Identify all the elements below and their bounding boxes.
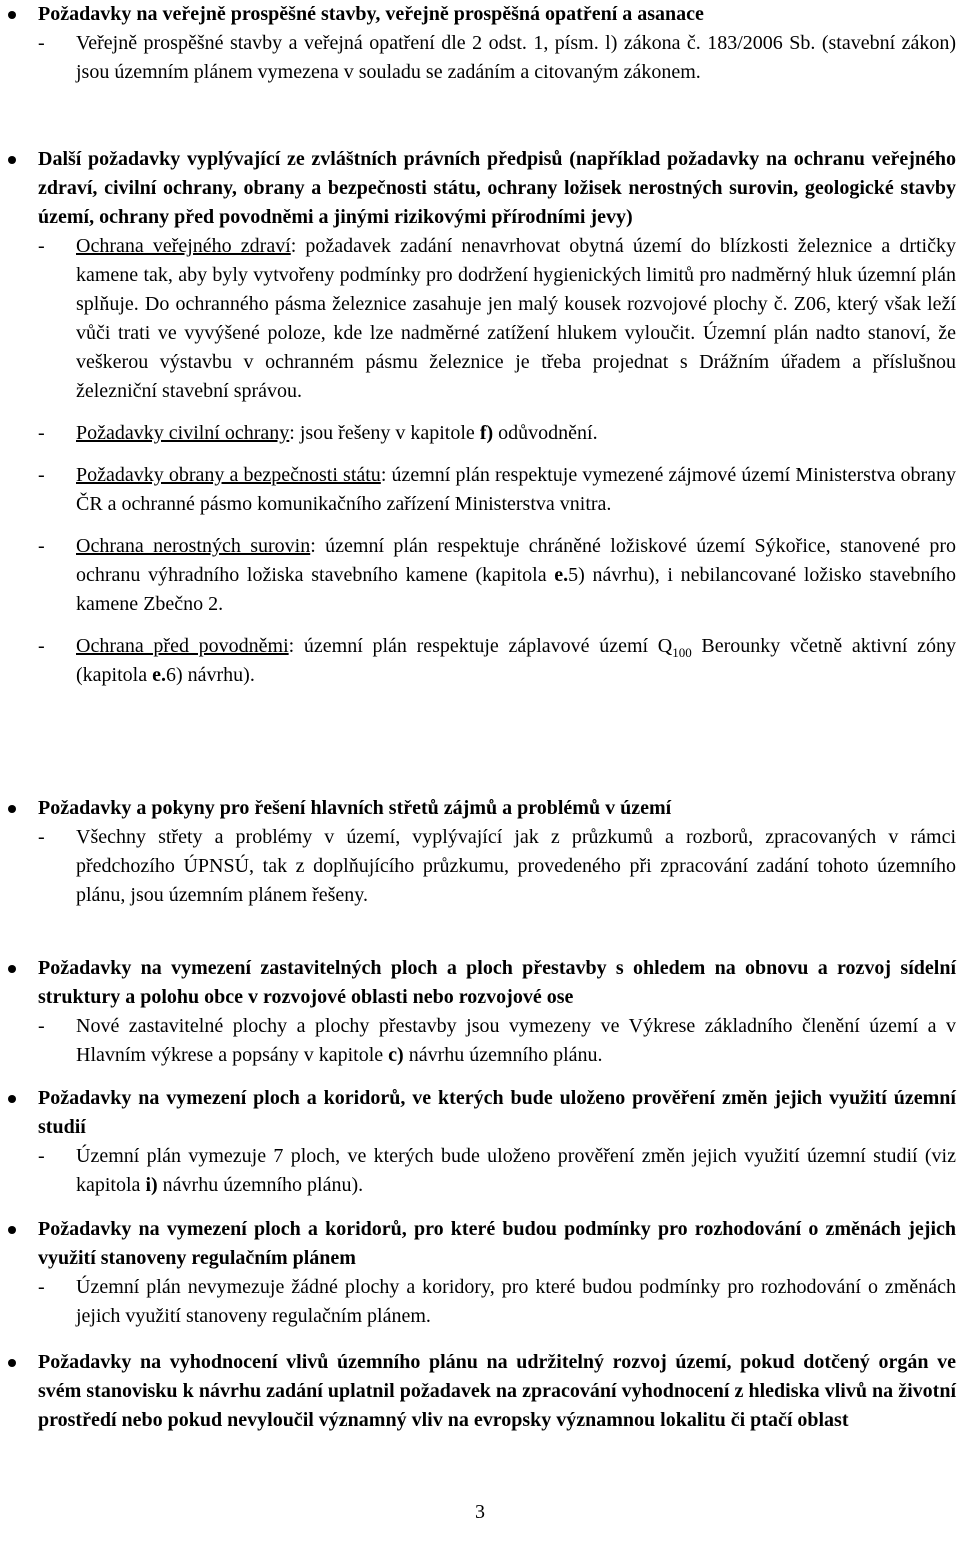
section-heading: Požadavky na vymezení ploch a koridorů, ve kterých bude uloženo prověření změn jejich využití územní studií: [38, 1087, 956, 1138]
bullet-icon: [8, 805, 16, 813]
item-text: Berounky včetně aktivní zóny (kapitola: [76, 635, 956, 686]
item-bold: f): [479, 422, 494, 444]
dash-marker: -: [38, 464, 45, 486]
item-subscript: 100: [672, 645, 692, 660]
list-item-defense: [38, 461, 956, 519]
item-label: Ochrana veřejného zdraví: [76, 235, 291, 257]
item-text: : požadavek zadání nenavrhovat obytná území do blízkosti železnice a drtičky kamene tak, aby byly vytvořeny podmínky pro dodržení hygienických limitů pro nadměrný hluk územní plán splňuje. Do ochranného pásma železnice zasahuje jen malý kousek rozvojové plochy č. Z06, který však leží vůči trati ve vyvýšené poloze, kde lze nadměrné zatížení hlukem vyloučit. Územní plán nadto stanoví, že veškerou výstavbu v ochranném pásmu železnice je třeba projednat s Drážním úřadem a příslušnou železniční stavební správou.: [76, 235, 956, 402]
section-heading: Další požadavky vyplývající ze zvláštních právních předpisů (například požadavky na ochranu veřejného zdraví, civilní ochrany, obrany a bezpečnosti státu, ochrany ložisek nerostných surovin, geologické stavby území, ochrany před povodněmi a jinými rizikovými přírodními jevy): [38, 148, 956, 228]
section-heading: Požadavky na veřejně prospěšné stavby, veřejně prospěšná opatření a asanace: [38, 3, 704, 25]
bullet-icon: [8, 156, 16, 164]
section-special-regulations: [38, 145, 956, 690]
item-text: návrhu územního plánu.: [403, 1044, 603, 1066]
item-text: Územní plán vymezuje 7 ploch, ve kterých bude uloženo prověření změn jejich využití územní studií (viz kapitola: [76, 1145, 956, 1196]
item-text: : jsou řešeny v kapitole: [289, 422, 480, 444]
list-item: [38, 1273, 956, 1331]
dash-marker: -: [38, 1145, 45, 1167]
item-label: Požadavky obrany a bezpečnosti státu: [76, 464, 381, 486]
item-bold: e.: [554, 564, 569, 586]
section-heading: Požadavky na vymezení zastavitelných ploch a ploch přestavby s ohledem na obnovu a rozvoj sídelní struktury a polohu obce v rozvojové oblasti nebo rozvojové ose: [38, 957, 956, 1008]
dash-marker: -: [38, 535, 45, 557]
section-regulation-plan: [38, 1215, 956, 1331]
section-area-studies: [38, 1084, 956, 1200]
item-text: odůvodnění.: [493, 422, 598, 444]
item-label: Požadavky civilní ochrany: [76, 422, 290, 444]
page-number: 3: [475, 1501, 485, 1523]
item-text: návrhu územního plánu).: [157, 1174, 364, 1196]
bullet-icon: [8, 965, 16, 973]
list-item-mineral-resources: [38, 532, 956, 619]
item-bold: i): [145, 1174, 158, 1196]
list-item: [38, 1142, 956, 1200]
dash-marker: -: [38, 32, 45, 54]
bullet-icon: [8, 1359, 16, 1367]
section-impact-assessment: [38, 1348, 956, 1435]
section-buildable-areas: [38, 954, 956, 1070]
item-text: 6) návrhu).: [165, 664, 255, 686]
item-text: : územní plán respektuje záplavové území Q: [288, 635, 673, 657]
item-label: Ochrana před povodněmi: [76, 635, 289, 657]
list-item-flood-protection: [38, 632, 956, 690]
list-item: [38, 823, 956, 910]
bullet-icon: [8, 1095, 16, 1103]
section-conflicts: [38, 794, 956, 910]
item-text: Veřejně prospěšné stavby a veřejná opatření dle 2 odst. 1, písm. l) zákona č. 183/2006 Sb. (stavební zákon) jsou územním plánem vymezena v souladu se zadáním a citovaným zákonem.: [76, 32, 956, 83]
list-item: [38, 29, 956, 87]
section-public-benefit-structures: [38, 0, 956, 87]
dash-marker: -: [38, 635, 45, 657]
bullet-icon: [8, 1226, 16, 1234]
item-text: : územní plán respektuje vymezené zájmové území Ministerstva obrany ČR a ochranné pásmo komunikačního zařízení Ministerstva vnitra.: [76, 464, 956, 515]
dash-marker: -: [38, 1276, 45, 1298]
item-label: Ochrana nerostných surovin: [76, 535, 311, 557]
dash-marker: -: [38, 826, 45, 848]
dash-marker: -: [38, 422, 45, 444]
item-text: Všechny střety a problémy v území, vyplývající jak z průzkumů a rozborů, zpracovaných v rámci předchozího ÚPNSÚ, tak z doplňujícího průzkumu, provedeného při zpracování zadání tohoto územního plánu, jsou územním plánem řešeny.: [76, 826, 956, 906]
section-heading: Požadavky na vymezení ploch a koridorů, pro které budou podmínky pro rozhodování o změnách jejich využití stanoveny regulačním plánem: [38, 1218, 956, 1269]
item-bold: e.: [152, 664, 166, 686]
list-item-civil-protection: [38, 419, 956, 448]
item-text: Územní plán nevymezuje žádné plochy a koridory, pro které budou podmínky pro rozhodování o změnách jejich využití stanoveny regulačním plánem.: [76, 1276, 956, 1327]
item-bold: c): [388, 1044, 404, 1066]
section-heading: Požadavky a pokyny pro řešení hlavních střetů zájmů a problémů v území: [38, 797, 672, 819]
item-text: Nové zastavitelné plochy a plochy přestavby jsou vymezeny ve Výkrese základního členění území a v Hlavním výkrese a popsány v kapitole: [76, 1015, 956, 1066]
list-item: [38, 1012, 956, 1070]
item-text: : územní plán respektuje chráněné ložiskové území Sýkořice, stanovené pro ochranu výhradního ložiska stavebního kamene (kapitola: [76, 535, 956, 586]
dash-marker: -: [38, 1015, 45, 1037]
bullet-icon: [8, 11, 16, 19]
dash-marker: -: [38, 235, 45, 257]
item-text: 5) návrhu), i nebilancované ložisko stavebního kamene Zbečno 2.: [76, 564, 956, 615]
list-item-public-health: [38, 232, 956, 406]
section-heading: Požadavky na vyhodnocení vlivů územního plánu na udržitelný rozvoj území, pokud dotčený orgán ve svém stanovisku k návrhu zadání uplatnil požadavek na zpracování vyhodnocení z hlediska vlivů na životní prostředí nebo pokud nevyloučil významný vliv na evropsky významnou lokalitu či ptačí oblast: [38, 1351, 956, 1431]
